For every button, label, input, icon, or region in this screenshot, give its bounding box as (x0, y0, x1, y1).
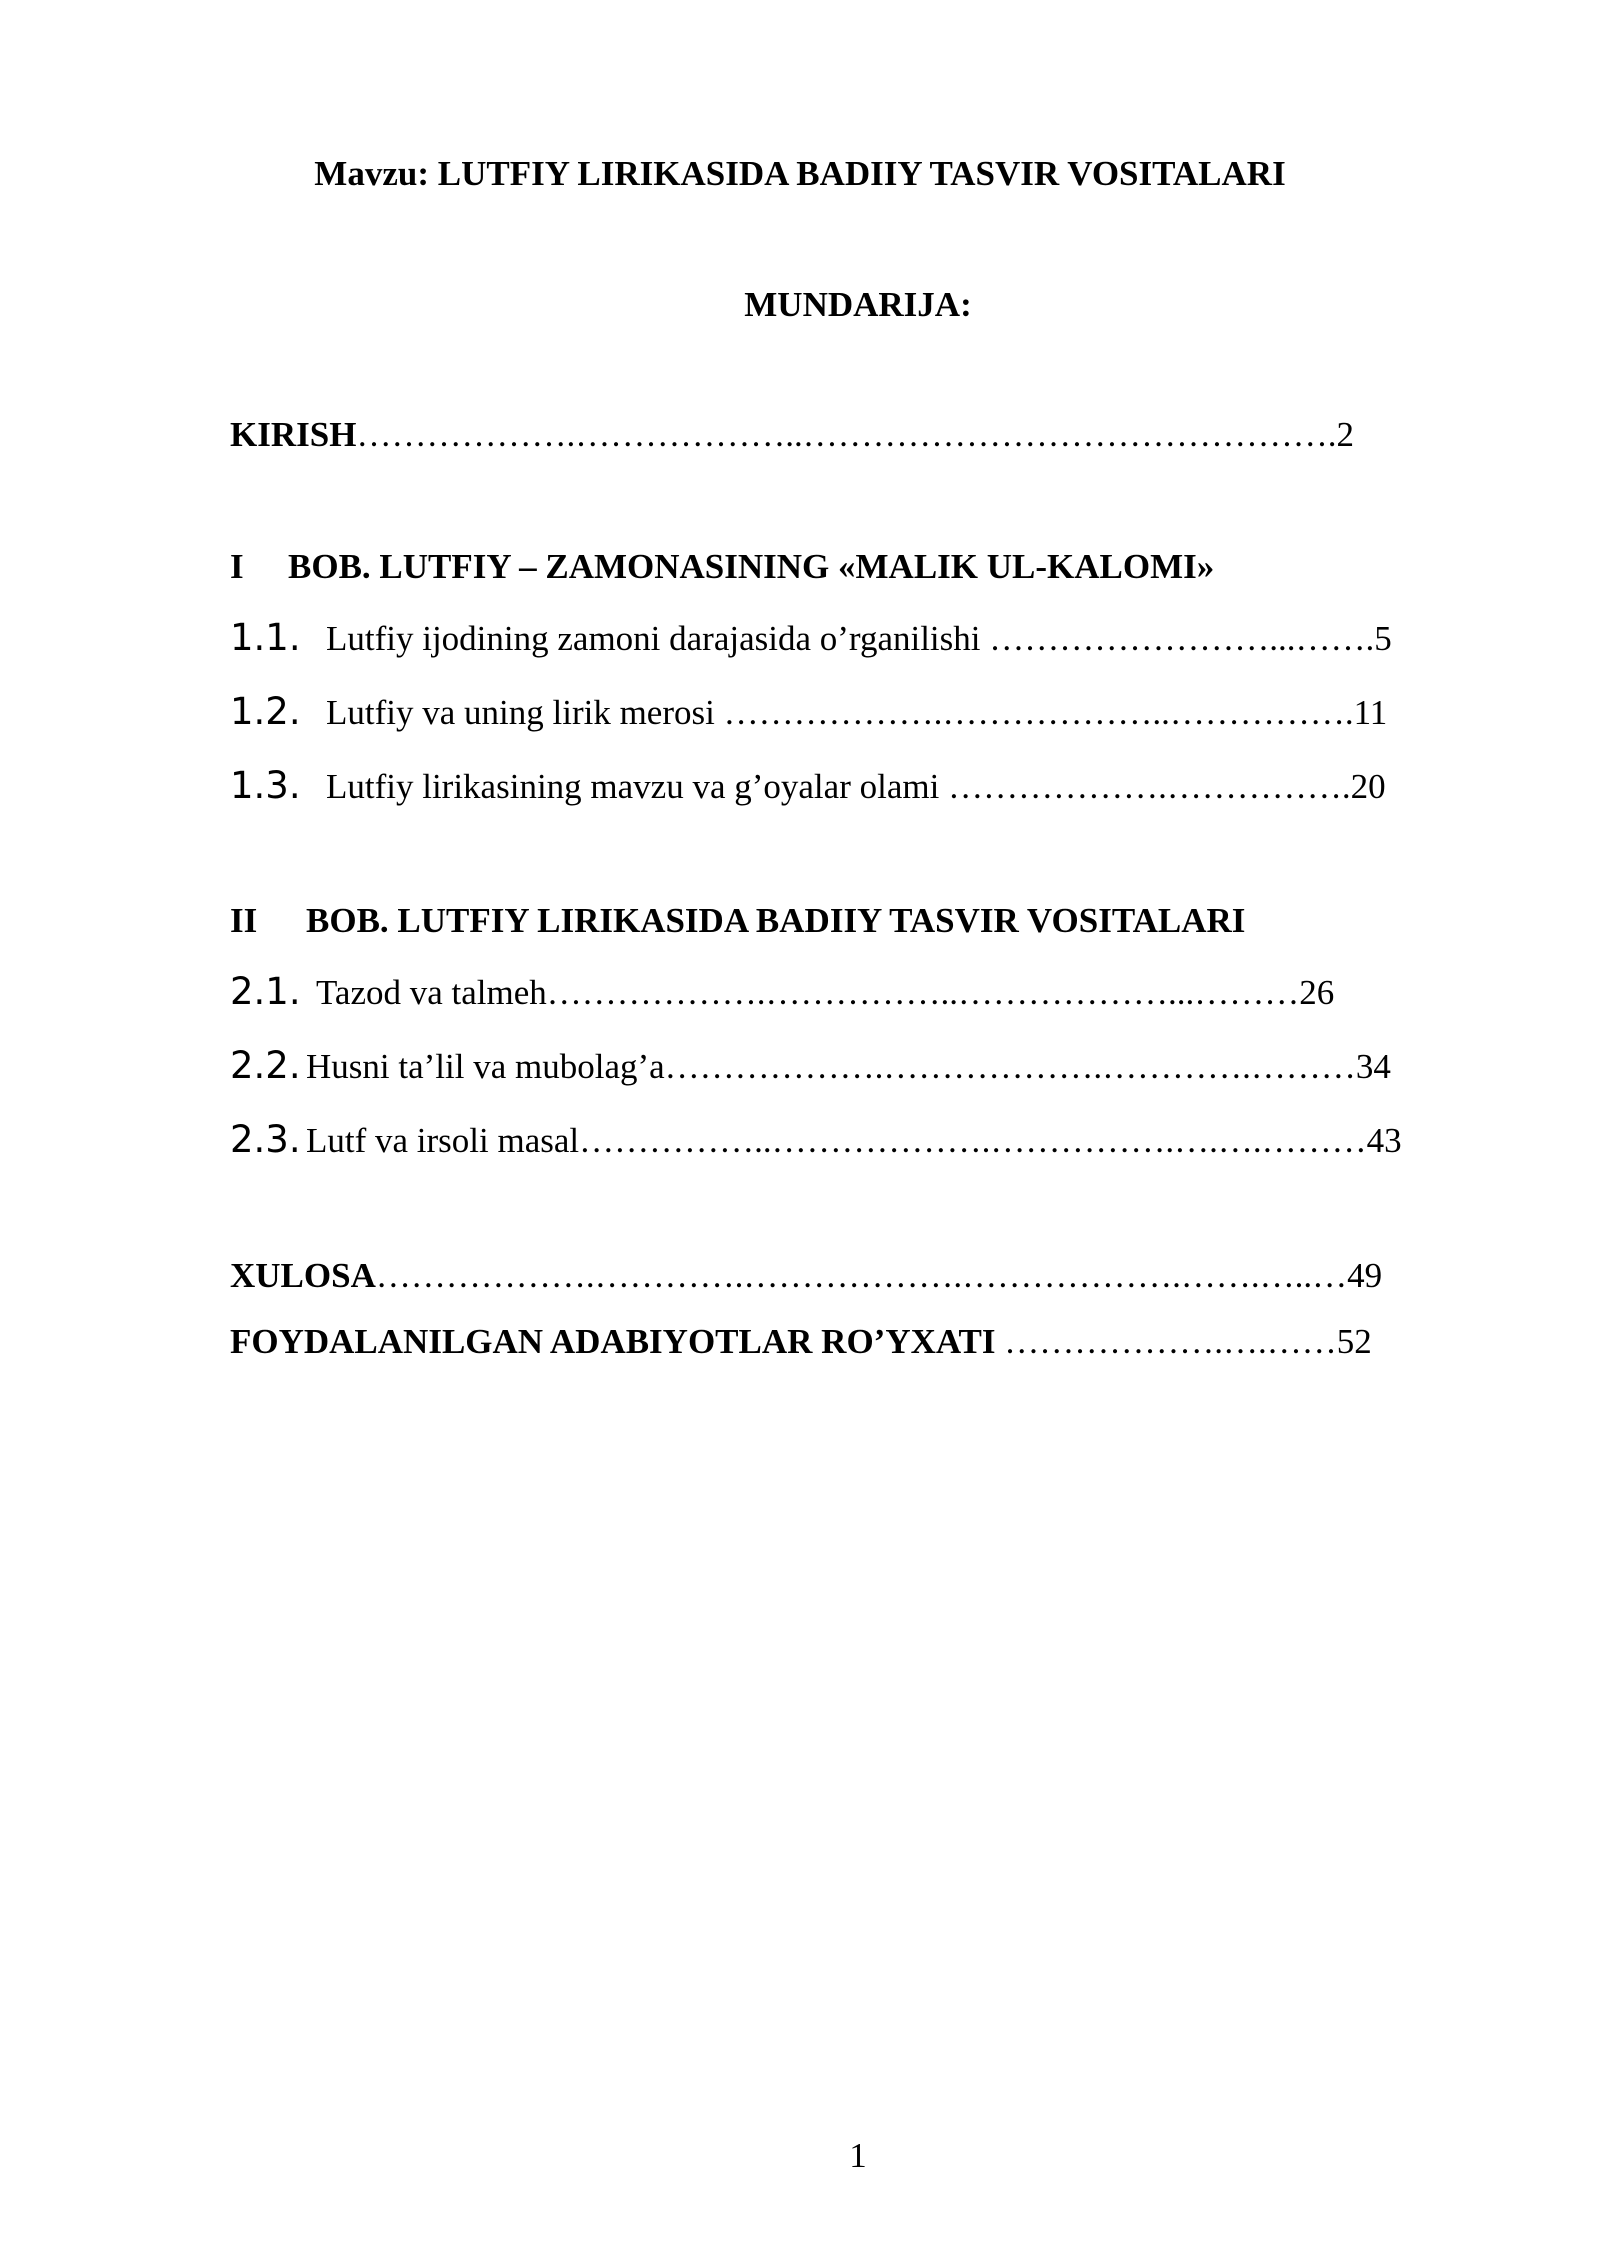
toc-entry-label: XULOSA (230, 1256, 376, 1295)
toc-heading: MUNDARIJA: (744, 285, 972, 324)
toc-page-number: 26 (1299, 973, 1335, 1012)
toc-entry-label: FOYDALANILGAN ADABIYOTLAR RO’YXATI (230, 1322, 1005, 1361)
toc-leader: ……………….….…… (1004, 1322, 1337, 1361)
chapter-roman-numeral: II (230, 901, 258, 940)
section-number: 2.1. (230, 970, 301, 1013)
toc-leader: ……………….………….……………….……………….…….…..… (375, 1256, 1348, 1295)
page-number: 1 (849, 2136, 867, 2175)
chapter-title: BOB. LUTFIY LIRIKASIDA BADIIY TASVIR VOSITALARI (306, 901, 1246, 940)
toc-entry-2-3 (230, 1118, 1402, 1163)
toc-entry-1-1 (230, 616, 1392, 661)
toc-entry-bibliography (230, 1320, 1372, 1364)
toc-leader: ……………….……………. (948, 767, 1351, 806)
toc-entry-1-3 (230, 764, 1386, 809)
toc-entry-2-2 (230, 1044, 1391, 1089)
section-number: 2.2. (230, 1044, 301, 1087)
toc-entry-label: Lutfiy ijodining zamoni darajasida o’rganilishi (326, 619, 990, 658)
toc-page-number: 34 (1355, 1047, 1391, 1086)
toc-page-number: 20 (1350, 767, 1386, 806)
section-number: 1.2. (230, 690, 301, 733)
toc-page-number: 2 (1336, 415, 1354, 454)
toc-leader: ……………..……………….…………….….….……… (579, 1121, 1367, 1160)
toc-leader: ……………….………………..………………………………………. (356, 415, 1337, 454)
toc-chapter-2 (230, 899, 1245, 943)
document-topic: Mavzu: LUTFIY LIRIKASIDA BADIIY TASVIR VOSITALARI (314, 154, 1286, 193)
toc-leader: ……………….……………..………………...……… (546, 973, 1300, 1012)
toc-page-number: 5 (1374, 619, 1392, 658)
toc-page-number: 49 (1347, 1256, 1383, 1295)
toc-entry-label: Husni ta’lil va mubolag’a (306, 1047, 665, 1086)
section-number: 2.3. (230, 1118, 301, 1161)
toc-entry-label: Lutf va irsoli masal (306, 1121, 580, 1160)
toc-entry-2-1 (230, 970, 1334, 1015)
toc-entry-label: Lutfiy lirikasining mavzu va g’oyalar olami (326, 767, 949, 806)
toc-page-number: 43 (1366, 1121, 1402, 1160)
toc-entry-kirish (230, 413, 1354, 457)
toc-leader: ……………………...……. (989, 619, 1375, 658)
toc-entry-1-2 (230, 690, 1387, 735)
toc-entry-label: Tazod va talmeh (316, 973, 547, 1012)
toc-chapter-1 (230, 545, 1214, 589)
toc-page-number: 11 (1353, 693, 1388, 732)
toc-leader: ……………….……………….………….……… (664, 1047, 1356, 1086)
toc-entry-xulosa (230, 1254, 1382, 1298)
section-number: 1.1. (230, 616, 301, 659)
toc-page-number: 52 (1336, 1322, 1372, 1361)
chapter-roman-numeral: I (230, 547, 244, 586)
section-number: 1.3. (230, 764, 301, 807)
toc-entry-label: KIRISH (230, 415, 357, 454)
toc-leader: ……………….………………..……………. (723, 693, 1354, 732)
chapter-title: BOB. LUTFIY – ZAMONASINING «MALIK UL-KALOMI» (288, 547, 1215, 586)
toc-entry-label: Lutfiy va uning lirik merosi (326, 693, 724, 732)
